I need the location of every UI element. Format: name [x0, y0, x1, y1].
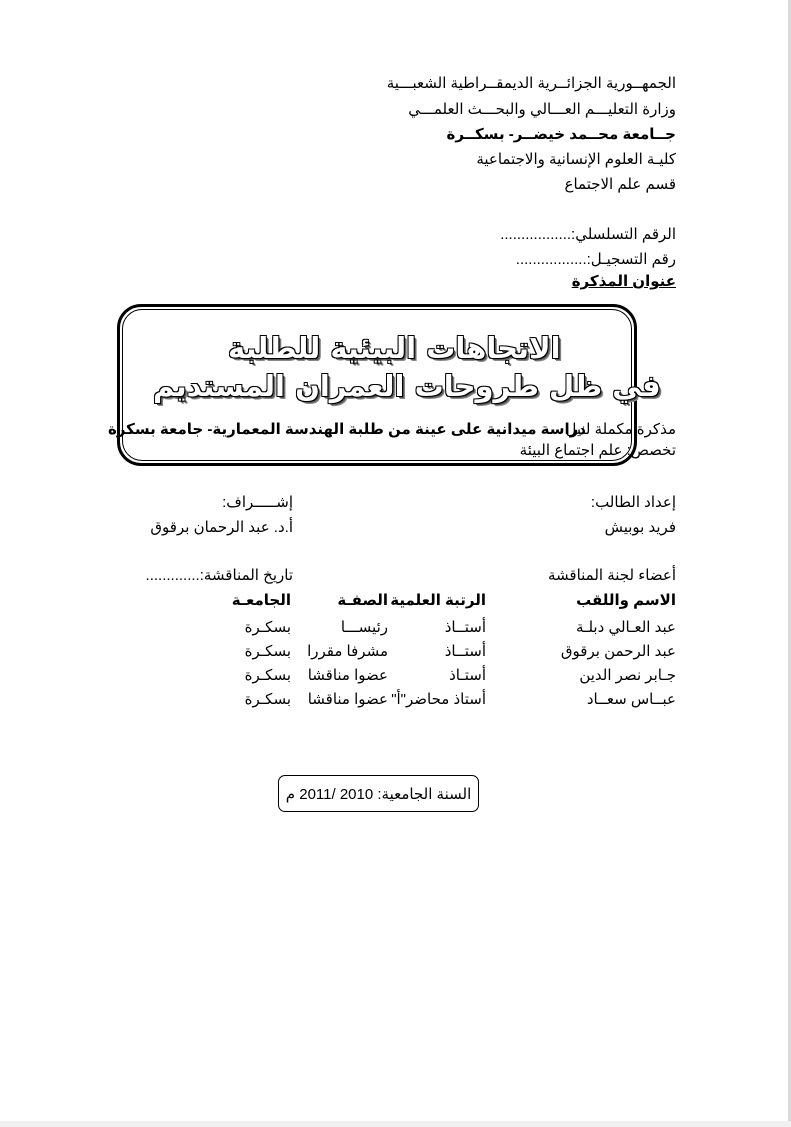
member-role: عضوا مناقشا: [307, 667, 388, 684]
thesis-title-label: عنوان المذكرة: [571, 273, 676, 290]
header-name: الاسم واللقب: [576, 592, 676, 609]
supervisor-name: أ.د. عبد الرحمان برقوق: [150, 519, 293, 536]
thesis-title-line2: في ظل طروحات العمران المستديم: [153, 369, 661, 403]
faculty-line: كليـة العلوم الإنسانية والاجتماعية: [476, 151, 676, 168]
table-row: [166, 642, 676, 666]
member-name: عبــاس سعــاد: [586, 691, 676, 708]
member-name: عبد الرحمن برقوق: [560, 643, 676, 660]
member-name: جـابر نصر الدين: [579, 667, 676, 684]
member-rank: أستاذ محاضر"أ": [391, 691, 486, 708]
defense-date: تاريخ المناقشة:.............: [145, 567, 293, 584]
member-university: بسكـرة: [244, 691, 291, 708]
member-university: بسكـرة: [244, 667, 291, 684]
department-line: قسم علم الاجتماع: [564, 176, 676, 193]
member-role: رئيســـا: [340, 619, 388, 636]
header-role: الصفـة: [337, 592, 388, 609]
registration-number: رقم التسجيـل:.................: [515, 251, 676, 268]
academic-year-box: [278, 775, 479, 812]
header-university: الجامعـة: [231, 592, 291, 609]
university-line: جــامعة محــمد خيضــر- بسكــرة: [446, 126, 676, 143]
republic-line: الجمهــورية الجزائــرية الديمقــراطية الشعبـــية: [386, 75, 676, 92]
member-university: بسكـرة: [244, 619, 291, 636]
page-bottom-bar: [0, 1121, 791, 1127]
committee-table: [166, 591, 676, 714]
member-name: عبد العـالي دبلـة: [576, 619, 676, 636]
serial-number: الرقم التسلسلي:.................: [500, 226, 676, 243]
header-rank: الرتبة العلمية: [390, 592, 486, 609]
study-subtitle: دراسة ميدانية على عينة من طلبة الهندسة المعمارية- جامعة بسكرة: [107, 421, 586, 438]
thesis-title-line1: الاتجاهات البيئية للطلبة: [228, 331, 561, 365]
member-rank: أستــاذ: [444, 643, 486, 660]
member-university: بسكـرة: [244, 643, 291, 660]
table-row: [166, 618, 676, 642]
member-role: عضوا مناقشا: [307, 691, 388, 708]
member-role: مشرفا مقررا: [307, 643, 388, 660]
table-row: [166, 666, 676, 690]
specialization: تخصص: علم اجتماع البيئة: [519, 442, 676, 459]
table-header-row: [166, 591, 676, 615]
academic-year: السنة الجامعية: 2010 /2011 م: [285, 785, 472, 803]
student-name: فريد بوبيش: [604, 519, 676, 536]
member-rank: أستـاذ: [449, 667, 486, 684]
member-rank: أستــاذ: [444, 619, 486, 636]
supervision-label: إشـــــراف:: [222, 494, 293, 511]
degree-note: مذكرة مكملة لنيل: [565, 421, 676, 438]
table-row: [166, 690, 676, 714]
ministry-line: وزارة التعليـــم العـــالي والبحـــث العلمـــي: [408, 101, 676, 118]
committee-label: أعضاء لجنة المناقشة: [547, 567, 676, 584]
student-label: إعداد الطالب:: [590, 494, 676, 511]
